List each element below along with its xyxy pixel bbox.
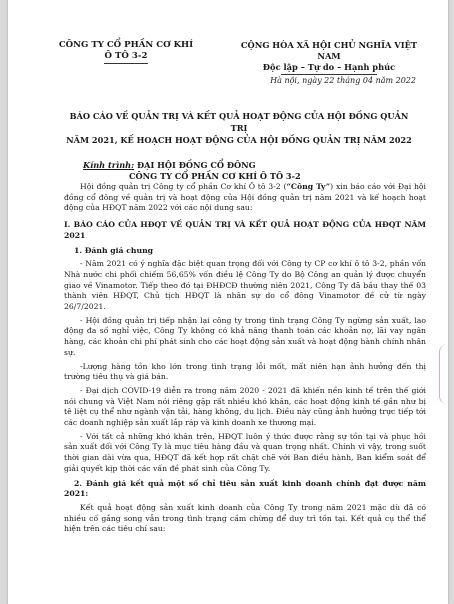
red-stamp-edge — [439, 344, 448, 404]
closing-paragraph: Kết quả hoạt động sản xuất kinh doanh của Công Ty trong năm 2021 mặc dù đã có nhiều cố gắng song vẫn trong tình trạng cầm chừng để duy trì tồn tại. Kết quả cụ thể thể hiện trên các tiêu chí sau: — [64, 502, 426, 534]
company-underline — [104, 63, 148, 64]
company-name-block — [56, 40, 196, 64]
document-date: Hà nội, ngày 22 tháng 04 năm 2022 — [270, 76, 416, 85]
document-title — [63, 110, 415, 146]
paragraph-5: - Với tất cả những khó khăn trên, HĐQT luôn ý thức được rằng sự tồn tại và phục hồi sản xuất đối với Công Ty là mục tiêu hàng đầu và quan trọng nhất. Chính vì vậy, trong suốt thời gian dài vừa qua, HĐQT đã kết hợp rất chặt chẽ với Ban điều hành, Ban kiểm soát để giải quyết kịp thời các vấn đề phát sinh của Công Ty. — [64, 431, 426, 473]
recipient-label: Kính trình: — [83, 160, 135, 170]
paragraph-3: -Lượng hàng tồn kho lớn trong tình trạng lỗi mốt, mất niên hạn ảnh hưởng đến thị trường tiêu thụ và giá bán. — [64, 361, 426, 382]
company-name-line1: CÔNG TY CỔ PHẦN CƠ KHÍ — [58, 40, 194, 50]
recipient-line1: ĐẠI HỘI ĐỒNG CỔ ĐÔNG — [136, 160, 256, 170]
company-name-line2: Ô TÔ 3-2 — [104, 51, 148, 61]
paragraph-1: - Năm 2021 có ý nghĩa đặc biệt quan trọng đối với Công ty CP cơ khí ô tô 3-2, phần vốn Nhà nước chi phối chiếm 56,65% vốn điều lệ Công Ty do Bộ Công an quản lý được chuyển giao về Vinamotor. Tiếp theo đó tại ĐHĐCĐ thường niên 2021, Công Ty đã bầu thay thế 03 thành viên HĐQT, Chủ tịch HĐQT là nhân sự do cổ đông Vinamotor đề cử từ ngày 26/7/2021. — [64, 259, 426, 312]
document-title-line2: NĂM 2021, KẾ HOẠCH HOẠT ĐỘNG CỦA HỘI ĐỒNG QUẢN TRỊ NĂM 2022 — [66, 135, 412, 145]
intro-paragraph: Hội đồng quản trị Công ty cổ phần Cơ khí Ô tô 3-2 (“Công Ty”) xin báo cáo với Đại hội đồng cổ đông về quản trị và hoạt động của Hội đồng quản trị năm 2021 và kế hoạch hoạt động của HĐQT năm 2022 với các nội dung sau: — [64, 182, 426, 213]
republic-title: CỘNG HÒA XÃ HỘI CHỦ NGHĨA VIỆT NAM — [240, 40, 418, 61]
recipient-block — [83, 160, 301, 182]
section1-heading: I. BÁO CÁO CỦA HĐQT VỀ QUẢN TRỊ VÀ KẾT QUẢ HOẠT ĐỘNG CỦA HĐQT NĂM 2021 — [64, 220, 426, 240]
national-header-block — [240, 40, 418, 75]
document-page — [8, 0, 448, 604]
document-body — [64, 182, 426, 538]
paragraph-2: - Hội đồng quản trị tiếp nhận lại công ty trong tình trạng Công Ty ngừng sản xuất, lao động đa số nghỉ việc, Công Ty không có khả năng thanh toán các khoản nợ, lãi vay ngân hàng, các khoản chi phí phát sinh cho các hoạt động sản xuất và hoạt động hành chính nhân sự. — [64, 315, 426, 357]
national-motto: Độc lập – Tự do – Hạnh phúc — [262, 62, 396, 72]
motto-underline — [281, 74, 377, 75]
section1-sub1-heading: 1. Đánh giá chung — [74, 245, 154, 255]
paragraph-4: - Đại dịch COVID-19 diễn ra trong năm 2020 - 2021 đã khiến nền kinh tế trên thế giới nói chung và Việt Nam nói riêng gặp rất nhiều khó khăn, các hoạt động kinh tế gần như bị tê liệt cụ thể như ngành vận tải, hàng không, du lịch. Điều này cũng ảnh hưởng trực tiếp tới các doanh nghiệp sản xuất lắp ráp và kinh doanh xe thương mại. — [64, 385, 426, 428]
recipient-line2: CÔNG TY CỔ PHẦN CƠ KHÍ Ô TÔ 3-2 — [129, 171, 301, 181]
section1-sub2-heading: 2. Đánh giá kết quả một số chỉ tiêu sản xuất kinh doanh chính đạt được năm 2021: — [64, 478, 426, 499]
document-title-line1: BÁO CÁO VỀ QUẢN TRỊ VÀ KẾT QUẢ HOẠT ĐỘNG CỦA HỘI ĐỒNG QUẢN TRỊ — [69, 111, 409, 133]
